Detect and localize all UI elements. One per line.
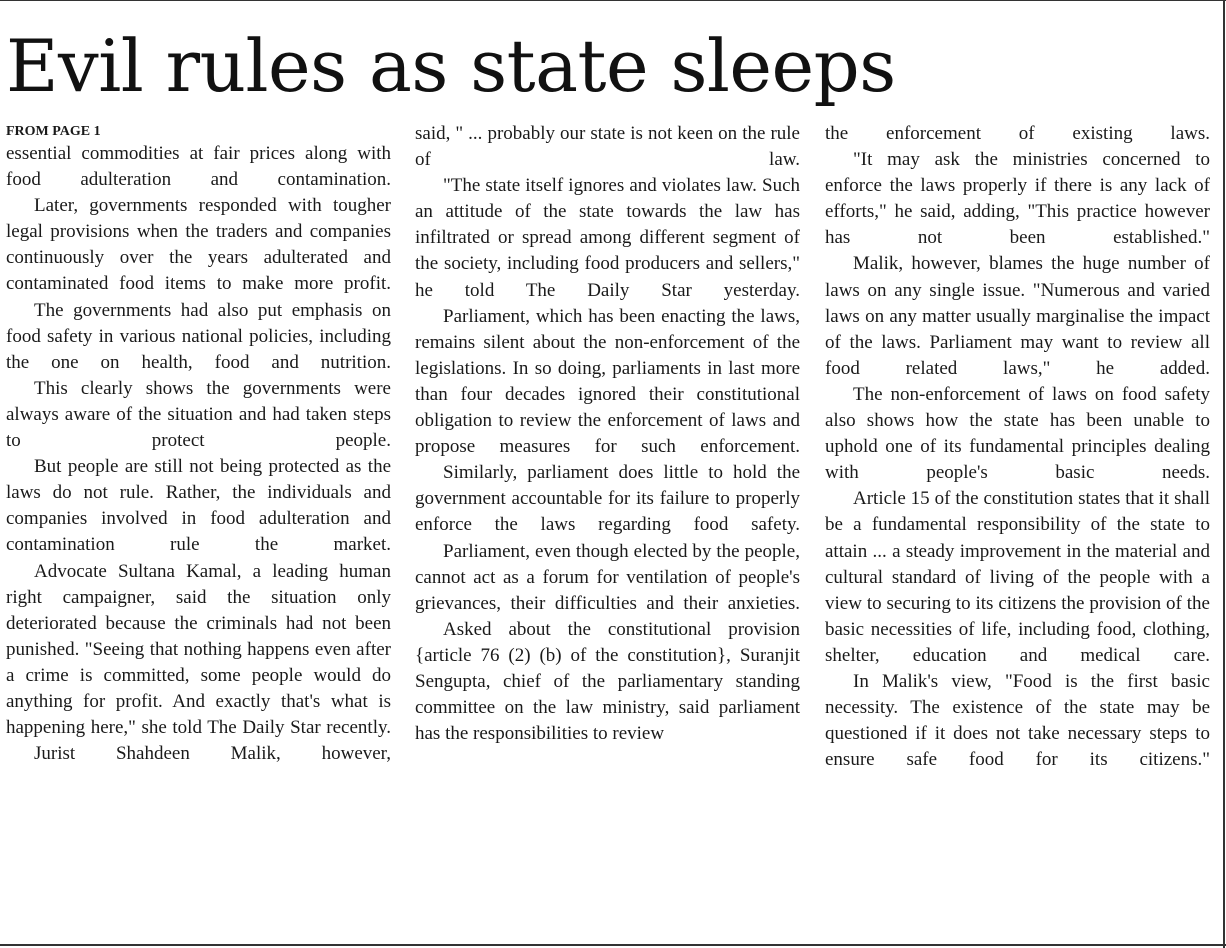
bottom-rule [0,944,1226,946]
paragraph: Advocate Sultana Kamal, a leading human right campaigner, said the situation only deteriorated because the criminals had not been punished. "Seeing that nothing happens even after a crime is committed, some people would do anything for profit. And exactly that's what is happening here," she told The Daily Star recently. [6,560,391,739]
paragraph: Later, governments responded with tougher legal provisions when the traders and companies continuously over the years adulterated and contaminated food items to make more profit. [6,195,391,295]
paragraph: The non-enforcement of laws on food safety also shows how the state has been unable to uphold one of its fundamental principles dealing with people's basic needs. [825,383,1210,484]
paragraph: Parliament, which has been enacting the laws, remains silent about the non-enforcement of the legislations. In so doing, parliaments in last more than four decades ignored their constitutional obligation to review the enforcement of laws and propose measures for such enforcement. [415,305,800,458]
paragraph: In Malik's view, "Food is the first basic necessity. The existence of the state may be questioned if it does not take necessary steps to ensure safe food for its citizens." [825,670,1210,771]
paragraph: "The state itself ignores and violates law. Such an attitude of the state towards the law has infiltrated or spread among different segment of the society, including food producers and sellers," he told The Daily Star yesterday. [415,175,800,301]
paragraph: Article 15 of the constitution states that it shall be a fundamental responsibility of the state to attain ... a steady improvement in the material and cultural standard of living of the people with a view to securing to its citizens the provision of the basic necessities of life, including food, clothing, shelter, education and medical care. [825,488,1210,666]
headline: Evil rules as state sleeps [6,24,896,108]
paragraph: Asked about the constitutional provision {article 76 (2) (b) of the constitution}, Suranjit Sengupta, chief of the parliamentary standing committee on the law ministry, said parliament has the responsibilities to review [415,618,800,745]
paragraph: Jurist Shahdeen Malik, however, [34,743,391,765]
paragraph: essential commodities at fair prices along with food adulteration and contamination. [6,143,391,191]
paragraph: But people are still not being protected as the laws do not rule. Rather, the individuals and companies involved in food adulteration and contamination rule the market. [6,456,391,556]
paragraph: the enforcement of existing laws. [825,123,1210,144]
paragraph: "It may ask the ministries concerned to enforce the laws properly if there is any lack of efforts," he said, adding, "This practice however has not been established." [825,149,1210,249]
paragraph: This clearly shows the governments were always aware of the situation and had taken steps to protect people. [6,377,391,452]
article-column-1 [6,121,391,767]
paragraph: The governments had also put emphasis on food safety in various national policies, including the one on health, food and nutrition. [6,299,391,373]
paragraph: Similarly, parliament does little to hold the government accountable for its failure to properly enforce the laws regarding food safety. [415,462,800,536]
article-column-2 [415,121,800,747]
paragraph: Parliament, even though elected by the people, cannot act as a forum for ventilation of people's grievances, their difficulties and their anxieties. [415,540,800,614]
top-rule [0,0,1226,1]
right-rule [1223,0,1225,948]
paragraph: Malik, however, blames the huge number of laws on any single issue. "Numerous and varied laws on any matter usually marginalise the impact of the laws. Parliament may want to review all food related laws," he added. [825,253,1210,379]
paragraph: said, " ... probably our state is not keen on the rule of law. [415,123,800,171]
article-column-3 [825,121,1210,773]
continuation-kicker: FROM PAGE 1 [6,124,101,139]
